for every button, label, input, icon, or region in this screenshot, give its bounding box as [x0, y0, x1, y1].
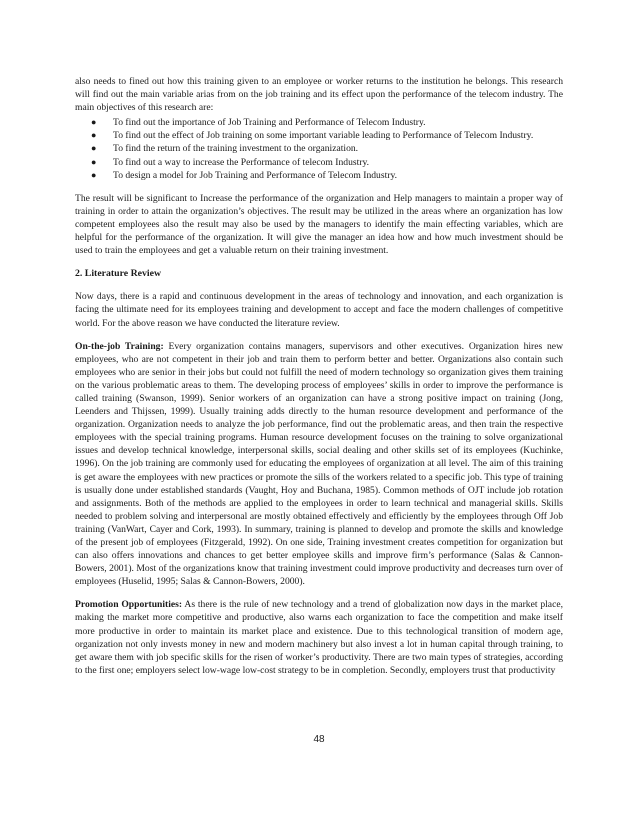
list-item: ● To find out a way to increase the Performance of telecom Industry.: [91, 156, 370, 168]
significance-paragraph: The result will be significant to Increase the performance of the organization and Help managers to maintain a proper way of training in order to attain the organization’s objectives. The result may be utilized in the areas where an organization has low competent employees also the result may also be used by the managers to identify the main effecting variables, which are helpful for the performance of the organization. It will give the manager an idea how and how much investment should be used to train the employees and get a valuable return on their training investment.: [75, 192, 563, 257]
promotion-paragraph: [75, 598, 563, 677]
section-heading: 2. Literature Review: [75, 268, 162, 280]
ojt-body: Every organization contains managers, supervisors and other executives. Organization hires new employees, who are not competent in their job and train them to perform better and better. Organizations also contain such employees who are senior in their jobs but could not fulfill the need of modern technology so organization gives them training on the various problematic areas to them. The developing process of employees’ skills in order to improve the performance is called training (Swanson, 1999). Senior workers of an organization can have a strong positive impact on training (Jong, Leenders and Thijssen, 1999). Usually training adds directly to the human resource development and performance of the organization. Organization needs to analyze the job performance, find out the problematic areas, and then train the respective employees with the special training programs. Human resource development focuses on the training to solve organizational issues and develop technical knowledge, interpersonal skills, social dealing and other skills set of its employees (Kuchinke, 1996). On the job training are commonly used for educating the employees of organization at all level. The aim of this training is get aware the employees with new practices or promote the sills of the workers related to a specific job. This type of training is usually done under established standards (Vaught, Hoy and Buchana, 1985). Common methods of OJT include job rotation and assignments. Both of the methods are applied to the employees in order to learn technical and managerial skills. Skills needed to problem solving and interpersonal are mostly obtained effectively and efficiently by the employees through Off Job training (VanWart, Cayer and Cork, 1993). In summary, training is planned to develop and promote the skills and knowledge of the present job of employees (Fitzgerald, 1992). On one side, Training investment creates competition for organization but can also offers innovations and chances to get better employee skills and improve firm’s performance (Salas & Cannon-Bowers, 2001). Most of the organizations know that training investment could improve productivity and decreases turn over of employees (Huselid, 1995; Salas & Cannon-Bowers, 2000).: [75, 340, 563, 588]
ojt-lead: On-the-job Training:: [75, 340, 164, 352]
list-item: ● To design a model for Job Training and Performance of Telecom Industry.: [91, 169, 398, 181]
bullet-icon: ●: [91, 169, 97, 180]
list-item: ● To find out the importance of Job Training and Performance of Telecom Industry.: [91, 117, 426, 129]
objectives-list: [75, 116, 563, 181]
intro-paragraph: also needs to fined out how this training given to an employee or worker returns to the institution he belongs. This research will find out the main variable arias from on the job training and its effect upon the performance of the telecom industry. The main objectives of this research are:: [75, 76, 563, 114]
page-number: 48: [313, 734, 325, 745]
promotion-body: As there is the rule of new technology and a trend of globalization now days in the market place, making the market more competitive and productive, also warns each organization to face the competition and make itself more productive in order to maintain its market place and existence. Due to this technological transition of modern age, organization not only invests money in new and modern machinery but also invest a lot in human capital through training, to get aware them with job specific skills for the risen of worker’s productivity. There are two main types of strategies, according to the first one; employers select low-wage low-cost strategy to be in completion. Secondly, employers trust that productivity: [75, 599, 563, 676]
document-page: [75, 75, 563, 677]
list-item: ● To find out the effect of Job training on some important variable leading to Performance of Telecom Industry.: [91, 130, 534, 142]
bullet-icon: ●: [91, 156, 97, 167]
bullet-icon: ●: [91, 143, 97, 154]
list-item: ● To find the return of the training investment to the organization.: [91, 143, 359, 155]
literature-intro-paragraph: Now days, there is a rapid and continuous development in the areas of technology and innovation, and each organization is facing the ultimate need for its employees training and development to accept and face the modern challenges of competitive world. For the above reason we have conducted the literature review.: [75, 291, 563, 329]
bullet-icon: ●: [91, 117, 97, 128]
promotion-lead: Promotion Opportunities:: [75, 599, 183, 611]
ojt-paragraph: [75, 340, 563, 589]
bullet-icon: ●: [91, 130, 97, 141]
